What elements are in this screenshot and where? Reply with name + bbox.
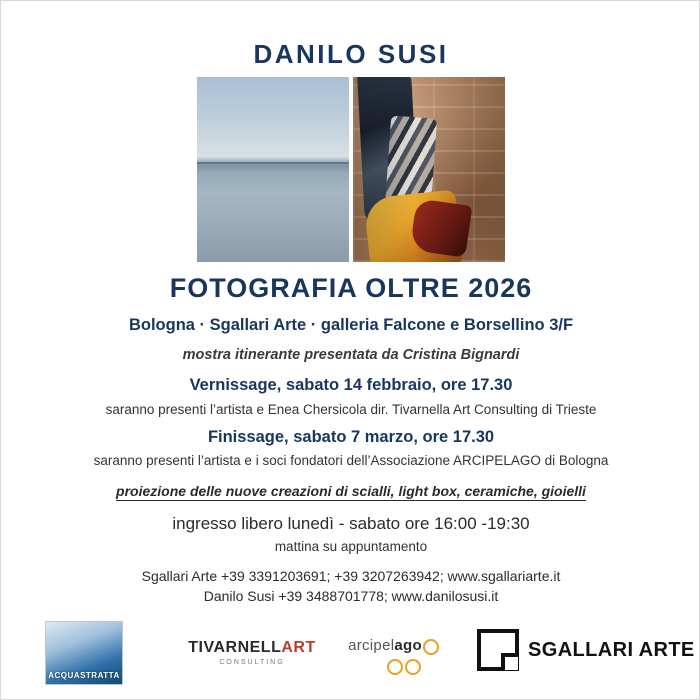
- image-pair: [197, 77, 505, 262]
- gallery-contact: Sgallari Arte +39 3391203691; +39 3207263942; www.sgallariarte.it: [141, 568, 561, 584]
- tivarnell-art-logo-name: [187, 639, 317, 657]
- sgallari-square-mark-icon: [477, 629, 519, 671]
- artist-contact: Danilo Susi +39 3488701778; www.danilosusi.it: [203, 588, 499, 604]
- seascape-photo: [197, 77, 349, 262]
- projection-line: [1, 483, 700, 499]
- sgallari-arte-logo: [477, 629, 695, 671]
- arcipelago-ring-icon: [405, 659, 421, 675]
- venue-line: Bologna · Sgallari Arte · galleria Falcone e Borsellino 3/F: [128, 316, 574, 334]
- seascape-photo-content: [197, 77, 349, 262]
- fabrics-on-brick-wall-photo-content: [353, 77, 505, 262]
- arcipelago-ring-icon: [423, 639, 439, 655]
- vernissage-line: Vernissage, sabato 14 febbraio, ore 17.30: [189, 376, 513, 394]
- photo-shading: [353, 77, 505, 262]
- finissage-line: Finissage, sabato 7 marzo, ore 17.30: [207, 428, 495, 446]
- tivarnell-logo-subtitle: CONSULTING: [219, 659, 285, 666]
- exhibit-title: FOTOGRAFIA OLTRE 2026: [169, 273, 533, 303]
- logo-row: [1, 613, 700, 691]
- arcipelago-logo: [333, 637, 437, 654]
- fabrics-on-brick-wall-photo: [353, 77, 505, 262]
- arcipelago-logo-part1: arcipel: [348, 637, 395, 654]
- sgallari-arte-logo-label: SGALLARI ARTE: [528, 638, 695, 661]
- finissage-note: saranno presenti l’artista e i soci fondatori dell’Associazione ARCIPELAGO di Bologna: [93, 453, 609, 468]
- opening-hours-note: mattina su appuntamento: [274, 539, 428, 554]
- opening-hours: ingresso libero lunedì - sabato ore 16:00 -19:30: [172, 514, 530, 533]
- vernissage-note: saranno presenti l’artista e Enea Chersicola dir. Tivarnella Art Consulting di Trieste: [105, 402, 597, 417]
- tivarnell-logo-part2: ART: [281, 639, 316, 656]
- tivarnell-logo-part1: TIVARNELL: [188, 639, 282, 656]
- curator-line: mostra itinerante presentata da Cristina Bignardi: [182, 347, 520, 363]
- projection-text: proiezione delle nuove creazioni di scialli, light box, ceramiche, gioielli: [116, 483, 586, 499]
- artist-name: DANILO SUSI: [253, 39, 449, 69]
- arcipelago-logo-part2: ago: [394, 637, 422, 654]
- tivarnell-art-logo: [187, 639, 317, 666]
- arcipelago-ring-icon: [387, 659, 403, 675]
- acquastratta-logo: [45, 621, 123, 685]
- arcipelago-logo-name: [333, 637, 437, 654]
- acquastratta-logo-label: ACQUASTRATTA: [48, 671, 120, 680]
